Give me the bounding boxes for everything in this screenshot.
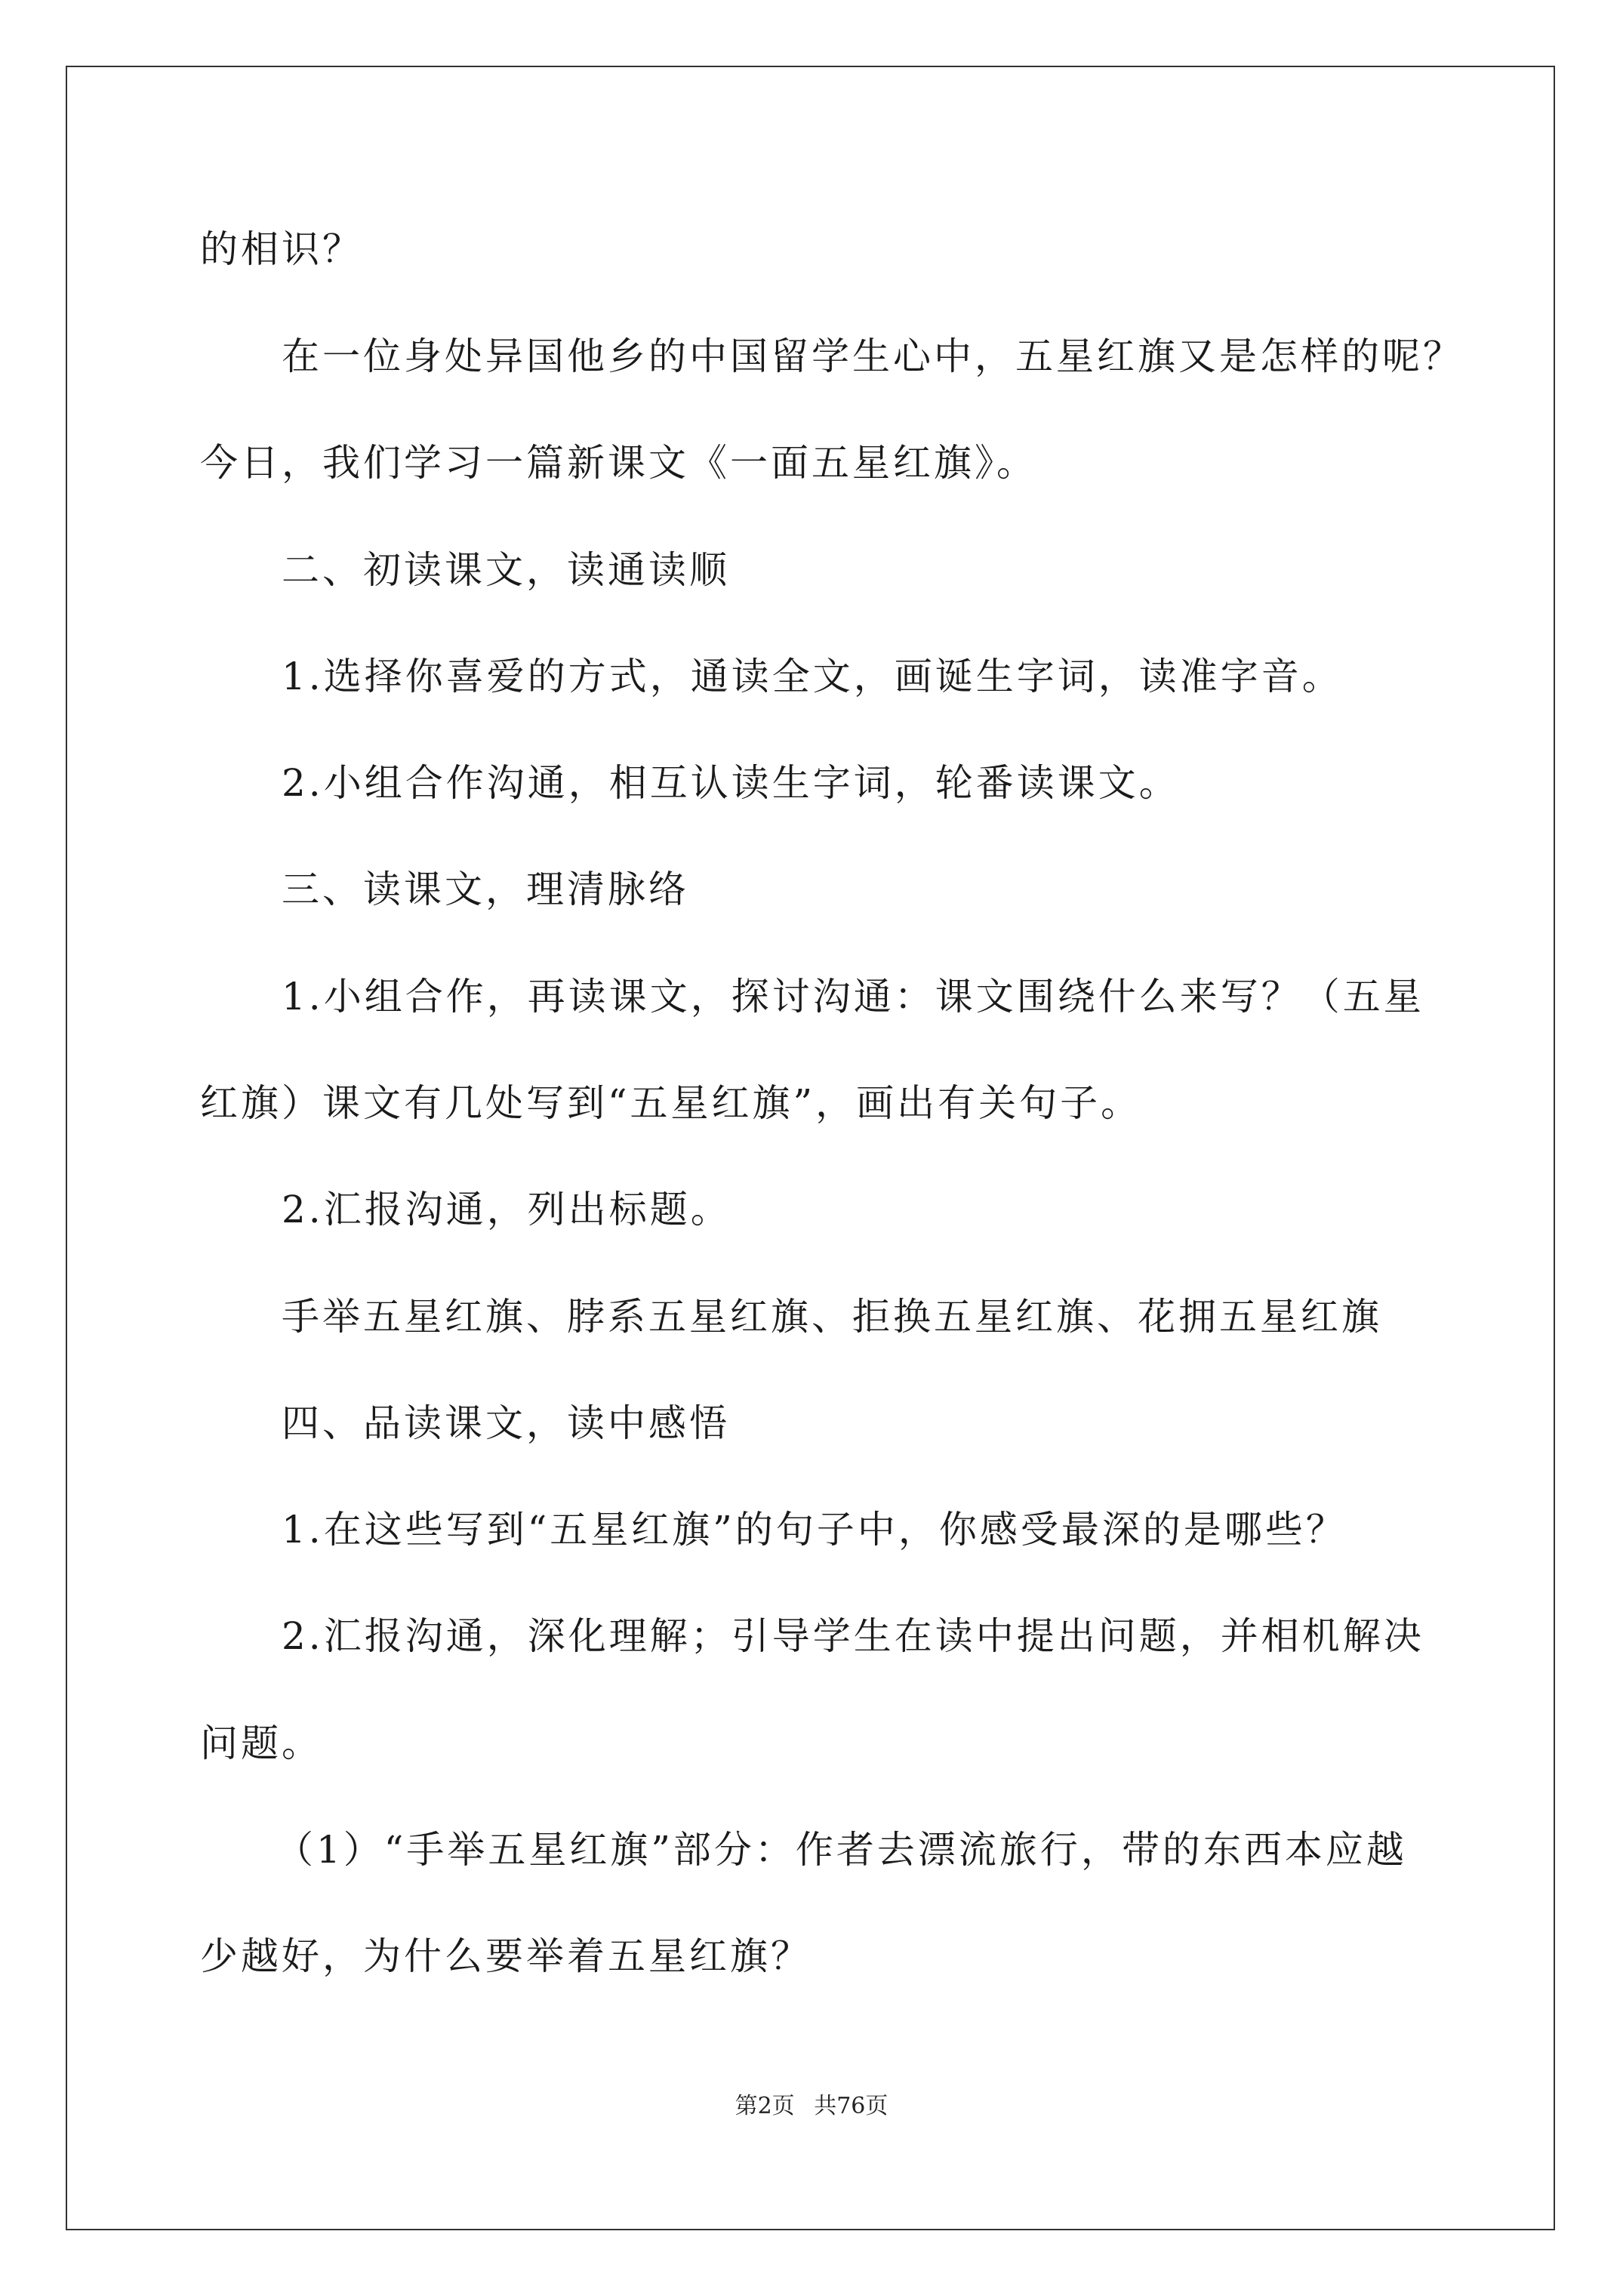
paragraph-line: 2.汇报沟通，列出标题。	[282, 1188, 731, 1231]
page-footer	[0, 2091, 1623, 2122]
page-total: 共76页	[814, 2093, 888, 2119]
paragraph-line: 2.小组合作沟通，相互认读生字词，轮番读课文。	[282, 761, 1180, 805]
paragraph-line: 问题。	[200, 1721, 322, 1765]
paragraph-line: 1.选择你喜爱的方式，通读全文，画诞生字词，读准字音。	[282, 655, 1343, 698]
paragraph-line: 在一位身处异国他乡的中国留学生心中，五星红旗又是怎样的呢？	[282, 334, 1464, 378]
paragraph-line: 2.汇报沟通，深化理解；引导学生在读中提出问题，并相机解决	[282, 1614, 1424, 1658]
paragraph-line: 少越好，为什么要举着五星红旗？	[200, 1934, 812, 1978]
paragraph-line: 1.小组合作，再读课文，探讨沟通：课文围绕什么来写？（五星	[282, 975, 1424, 1019]
paragraph-line: 手举五星红旗、脖系五星红旗、拒换五星红旗、花拥五星红旗	[282, 1295, 1382, 1339]
section-heading: 三、读课文，理清脉络	[282, 868, 689, 911]
paragraph-line: （1）“手举五星红旗”部分：作者去漂流旅行，带的东西本应越	[276, 1828, 1407, 1872]
page-border	[66, 66, 1555, 2230]
paragraph-line: 的相识？	[200, 227, 363, 271]
page-number: 第2页	[735, 2093, 795, 2119]
paragraph-line: 1.在这些写到“五星红旗”的句子中，你感受最深的是哪些？	[282, 1508, 1347, 1552]
paragraph-line: 今日，我们学习一篇新课文《一面五星红旗》。	[200, 441, 1037, 485]
paragraph-line: 红旗）课文有几处写到“五星红旗”，画出有关句子。	[200, 1081, 1142, 1125]
section-heading: 四、品读课文，读中感悟	[282, 1401, 730, 1445]
section-heading: 二、初读课文，读通读顺	[282, 548, 730, 592]
